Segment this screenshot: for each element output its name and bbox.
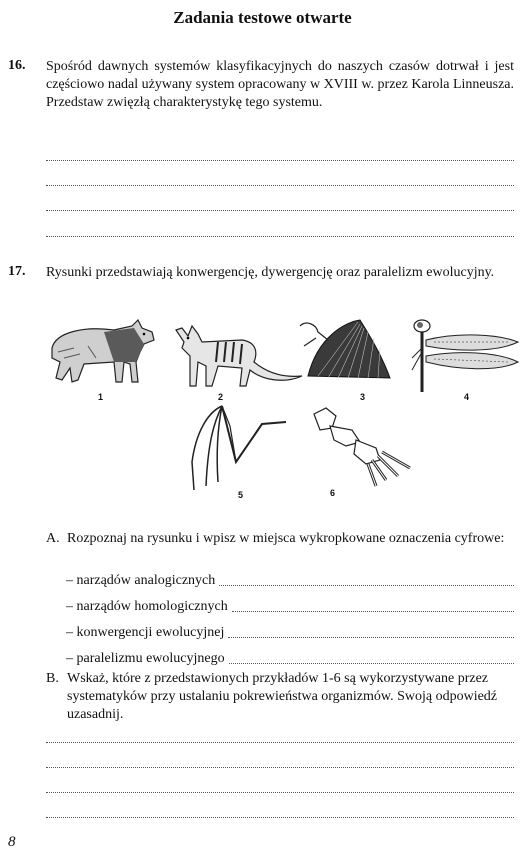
answer-row-convergence <box>66 624 514 642</box>
label-homologous-organs: – narządów homologicznych <box>66 599 228 614</box>
answer-line-16-2[interactable] <box>46 185 514 186</box>
answer-line-17b-4[interactable] <box>46 817 514 818</box>
part-a-text: Rozpoznaj na rysunku i wpisz w miejsca wykropkowane oznaczenia cyfrowe: <box>67 531 505 546</box>
answer-line-16-3[interactable] <box>46 210 514 211</box>
bird-wing-illustration <box>298 316 392 388</box>
bat-wing-skeleton-illustration <box>178 402 290 494</box>
question-16-text: Spośród dawnych systemów klasyfikacyjnych do naszych czasów dotrwał i jest częściowo nadal używany system opracowany w XVIII w. przez Karola Linneusza. Przedstaw zwięzłą charakterystykę tego systemu. <box>46 59 514 110</box>
wolf-illustration <box>44 318 156 390</box>
answer-line-16-1[interactable] <box>46 160 514 161</box>
answer-field-analogous[interactable] <box>219 585 514 586</box>
figure-label-1: 1 <box>98 392 104 402</box>
figure-label-2: 2 <box>218 392 224 402</box>
thylacine-illustration <box>162 322 304 392</box>
figure-label-4: 4 <box>464 392 470 402</box>
answer-line-17b-2[interactable] <box>46 767 514 768</box>
figure-label-6: 6 <box>330 488 336 498</box>
page-number: 8 <box>8 834 16 850</box>
part-b <box>46 670 525 724</box>
answer-line-16-4[interactable] <box>46 236 514 237</box>
part-b-text: Wskaż, które z przedstawionych przykładów 1-6 są wykorzystywane przez systematyków przy ustalaniu pokrewieństwa organizmów. Swoją odpowiedź uzasadnij. <box>67 671 498 722</box>
answer-field-homologous[interactable] <box>232 611 514 612</box>
question-17-text: Rysunki przedstawiają konwergencję, dywergencję oraz paralelizm ewolucyjny. <box>46 265 495 280</box>
label-analogous-organs: – narządów analogicznych <box>66 573 216 588</box>
part-a <box>46 530 525 548</box>
answer-line-17b-3[interactable] <box>46 792 514 793</box>
part-a-letter: A. <box>46 531 60 546</box>
question-17-number: 17. <box>8 264 26 279</box>
answer-field-parallelism[interactable] <box>229 663 514 664</box>
answer-field-convergence[interactable] <box>228 637 514 638</box>
answer-row-homologous <box>66 598 514 616</box>
figure-label-5: 5 <box>238 490 244 500</box>
segmented-limb-illustration <box>306 406 416 498</box>
figure-label-3: 3 <box>360 392 366 402</box>
label-convergence: – konwergencji ewolucyjnej <box>66 625 225 640</box>
answer-row-analogous <box>66 572 514 590</box>
page-title: Zadania testowe otwarte <box>173 8 352 27</box>
answer-line-17b-1[interactable] <box>46 742 514 743</box>
part-b-letter: B. <box>46 671 59 686</box>
insect-wings-illustration <box>408 318 520 394</box>
label-parallelism: – paralelizmu ewolucyjnego <box>66 651 225 666</box>
answer-row-parallelism <box>66 650 514 668</box>
question-16-number: 16. <box>8 58 26 73</box>
